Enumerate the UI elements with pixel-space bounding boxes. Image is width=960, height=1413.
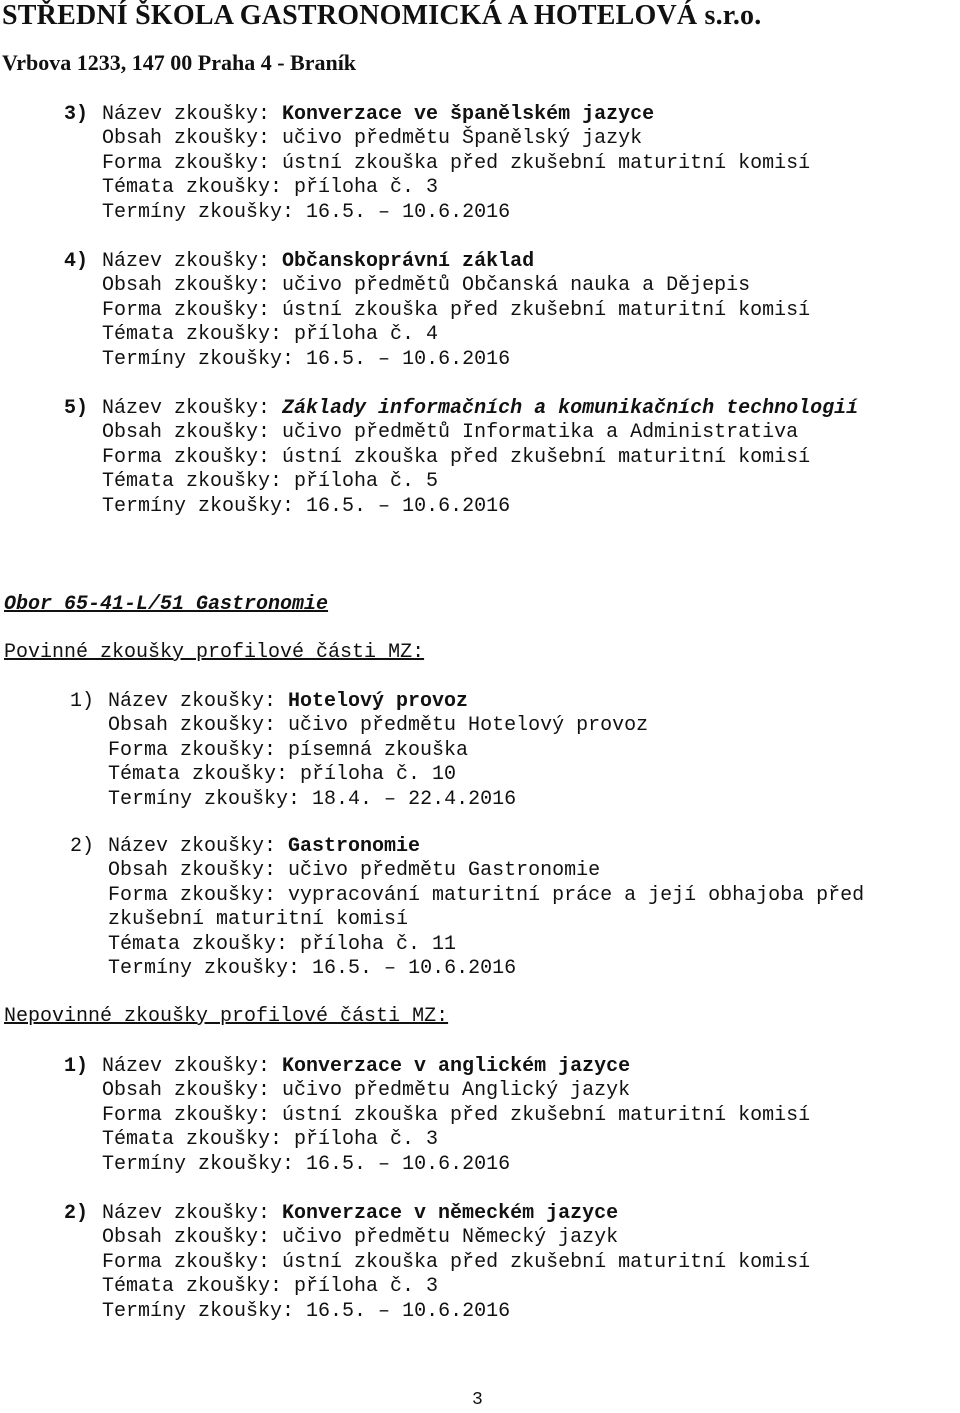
exam-number: 2) xyxy=(70,835,95,858)
exam-name: Gastronomie xyxy=(288,835,421,858)
exam-content-label: Obsah zkoušky: xyxy=(108,859,289,883)
exam-topics: příloha č. 3 xyxy=(294,1275,439,1299)
field-heading: Obor 65-41-L/51 Gastronomie xyxy=(4,593,329,616)
exam-topics-label: Témata zkoušky: xyxy=(102,323,295,347)
exam-topics-label: Témata zkoušky: xyxy=(102,470,295,494)
exam-dates-label: Termíny zkoušky: xyxy=(102,1299,307,1323)
exam-form: vypracování maturitní práce a její obhajoba před zkušební maturitní komisí xyxy=(108,883,865,932)
exam-dates-label: Termíny zkoušky: xyxy=(108,787,313,811)
exam-block xyxy=(64,397,858,519)
exam-name: Základy informačních a komunikačních technologií xyxy=(282,397,859,420)
mandatory-exams-heading: Povinné zkoušky profilové části MZ: xyxy=(4,641,425,664)
exam-form-label: Forma zkoušky: xyxy=(102,151,283,175)
exam-name: Konverzace ve španělském jazyce xyxy=(282,103,655,126)
exam-block xyxy=(64,1055,810,1177)
exam-content-label: Obsah zkoušky: xyxy=(102,1226,283,1250)
exam-name-label: Název zkoušky: xyxy=(102,103,283,126)
school-address: Vrbova 1233, 147 00 Praha 4 - Braník xyxy=(2,50,357,75)
exam-topics-label: Témata zkoušky: xyxy=(102,176,295,200)
page-number: 3 xyxy=(472,1390,483,1410)
exam-form: ústní zkouška před zkušební maturitní komisí xyxy=(282,1250,811,1274)
exam-form-label: Forma zkoušky: xyxy=(102,298,283,322)
exam-form: ústní zkouška před zkušební maturitní komisí xyxy=(282,445,811,469)
exam-block xyxy=(64,103,810,225)
exam-name-label: Název zkoušky: xyxy=(102,1055,283,1078)
exam-content-label: Obsah zkoušky: xyxy=(102,1079,283,1103)
exam-form-label: Forma zkoušky: xyxy=(102,1250,283,1274)
exam-content-label: Obsah zkoušky: xyxy=(102,127,283,151)
exam-dates: 18.4. – 22.4.2016 xyxy=(312,787,517,811)
exam-form-label: Forma zkoušky: xyxy=(102,445,283,469)
exam-name-label: Název zkoušky: xyxy=(102,250,283,273)
exam-dates-label: Termíny zkoušky: xyxy=(102,200,307,224)
exam-name-label: Název zkoušky: xyxy=(108,835,289,858)
exam-content: učivo předmětu Anglický jazyk xyxy=(282,1079,631,1103)
exam-name: Občanskoprávní základ xyxy=(282,250,535,273)
exam-dates: 16.5. – 10.6.2016 xyxy=(306,200,511,224)
exam-dates: 16.5. – 10.6.2016 xyxy=(306,347,511,371)
exam-dates-label: Termíny zkoušky: xyxy=(102,1152,307,1176)
exam-block xyxy=(64,250,810,372)
exam-name-label: Název zkoušky: xyxy=(108,690,289,713)
exam-block xyxy=(70,690,648,812)
exam-name-label: Název zkoušky: xyxy=(102,1202,283,1225)
exam-block xyxy=(70,835,958,981)
exam-content: učivo předmětu Gastronomie xyxy=(288,859,601,883)
exam-name: Konverzace v německém jazyce xyxy=(282,1202,619,1225)
exam-topics: příloha č. 3 xyxy=(294,1128,439,1152)
exam-number: 2) xyxy=(64,1202,89,1225)
exam-dates: 16.5. – 10.6.2016 xyxy=(312,957,517,981)
exam-dates: 16.5. – 10.6.2016 xyxy=(306,494,511,518)
exam-form: ústní zkouška před zkušební maturitní komisí xyxy=(282,151,811,175)
exam-topics: příloha č. 3 xyxy=(294,176,439,200)
optional-exams-heading: Nepovinné zkoušky profilové části MZ: xyxy=(4,1005,449,1028)
exam-number: 5) xyxy=(64,397,89,420)
exam-content: učivo předmětů Informatika a Administrativa xyxy=(282,421,799,445)
exam-content: učivo předmětu Hotelový provoz xyxy=(288,714,649,738)
exam-topics: příloha č. 5 xyxy=(294,470,439,494)
exam-block xyxy=(64,1202,810,1324)
exam-name-label: Název zkoušky: xyxy=(102,397,283,420)
exam-dates-label: Termíny zkoušky: xyxy=(108,957,313,981)
exam-topics-label: Témata zkoušky: xyxy=(102,1128,295,1152)
exam-dates-label: Termíny zkoušky: xyxy=(102,494,307,518)
exam-form-label: Forma zkoušky: xyxy=(108,883,289,907)
exam-number: 1) xyxy=(64,1055,89,1078)
exam-number: 1) xyxy=(70,690,95,713)
exam-content: učivo předmětu Španělský jazyk xyxy=(282,127,643,151)
exam-topics-label: Témata zkoušky: xyxy=(108,763,301,787)
exam-dates: 16.5. – 10.6.2016 xyxy=(306,1299,511,1323)
exam-topics: příloha č. 4 xyxy=(294,323,439,347)
exam-topics-label: Témata zkoušky: xyxy=(102,1275,295,1299)
exam-form: ústní zkouška před zkušební maturitní komisí xyxy=(282,298,811,322)
exam-content-label: Obsah zkoušky: xyxy=(102,274,283,298)
exam-dates-label: Termíny zkoušky: xyxy=(102,347,307,371)
exam-dates: 16.5. – 10.6.2016 xyxy=(306,1152,511,1176)
exam-content-label: Obsah zkoušky: xyxy=(108,714,289,738)
exam-form: ústní zkouška před zkušební maturitní komisí xyxy=(282,1103,811,1127)
exam-form: písemná zkouška xyxy=(288,738,469,762)
exam-name: Hotelový provoz xyxy=(288,690,469,713)
exam-number: 3) xyxy=(64,103,89,126)
exam-content: učivo předmětů Občanská nauka a Dějepis xyxy=(282,274,751,298)
exam-content-label: Obsah zkoušky: xyxy=(102,421,283,445)
exam-name: Konverzace v anglickém jazyce xyxy=(282,1055,631,1078)
exam-topics: příloha č. 10 xyxy=(300,763,457,787)
exam-content: učivo předmětu Německý jazyk xyxy=(282,1226,619,1250)
exam-form-label: Forma zkoušky: xyxy=(102,1103,283,1127)
exam-number: 4) xyxy=(64,250,89,273)
exam-form-label: Forma zkoušky: xyxy=(108,738,289,762)
school-name: STŘEDNÍ ŠKOLA GASTRONOMICKÁ A HOTELOVÁ s.r.o. xyxy=(2,0,762,31)
exam-topics: příloha č. 11 xyxy=(300,932,457,956)
exam-topics-label: Témata zkoušky: xyxy=(108,932,301,956)
